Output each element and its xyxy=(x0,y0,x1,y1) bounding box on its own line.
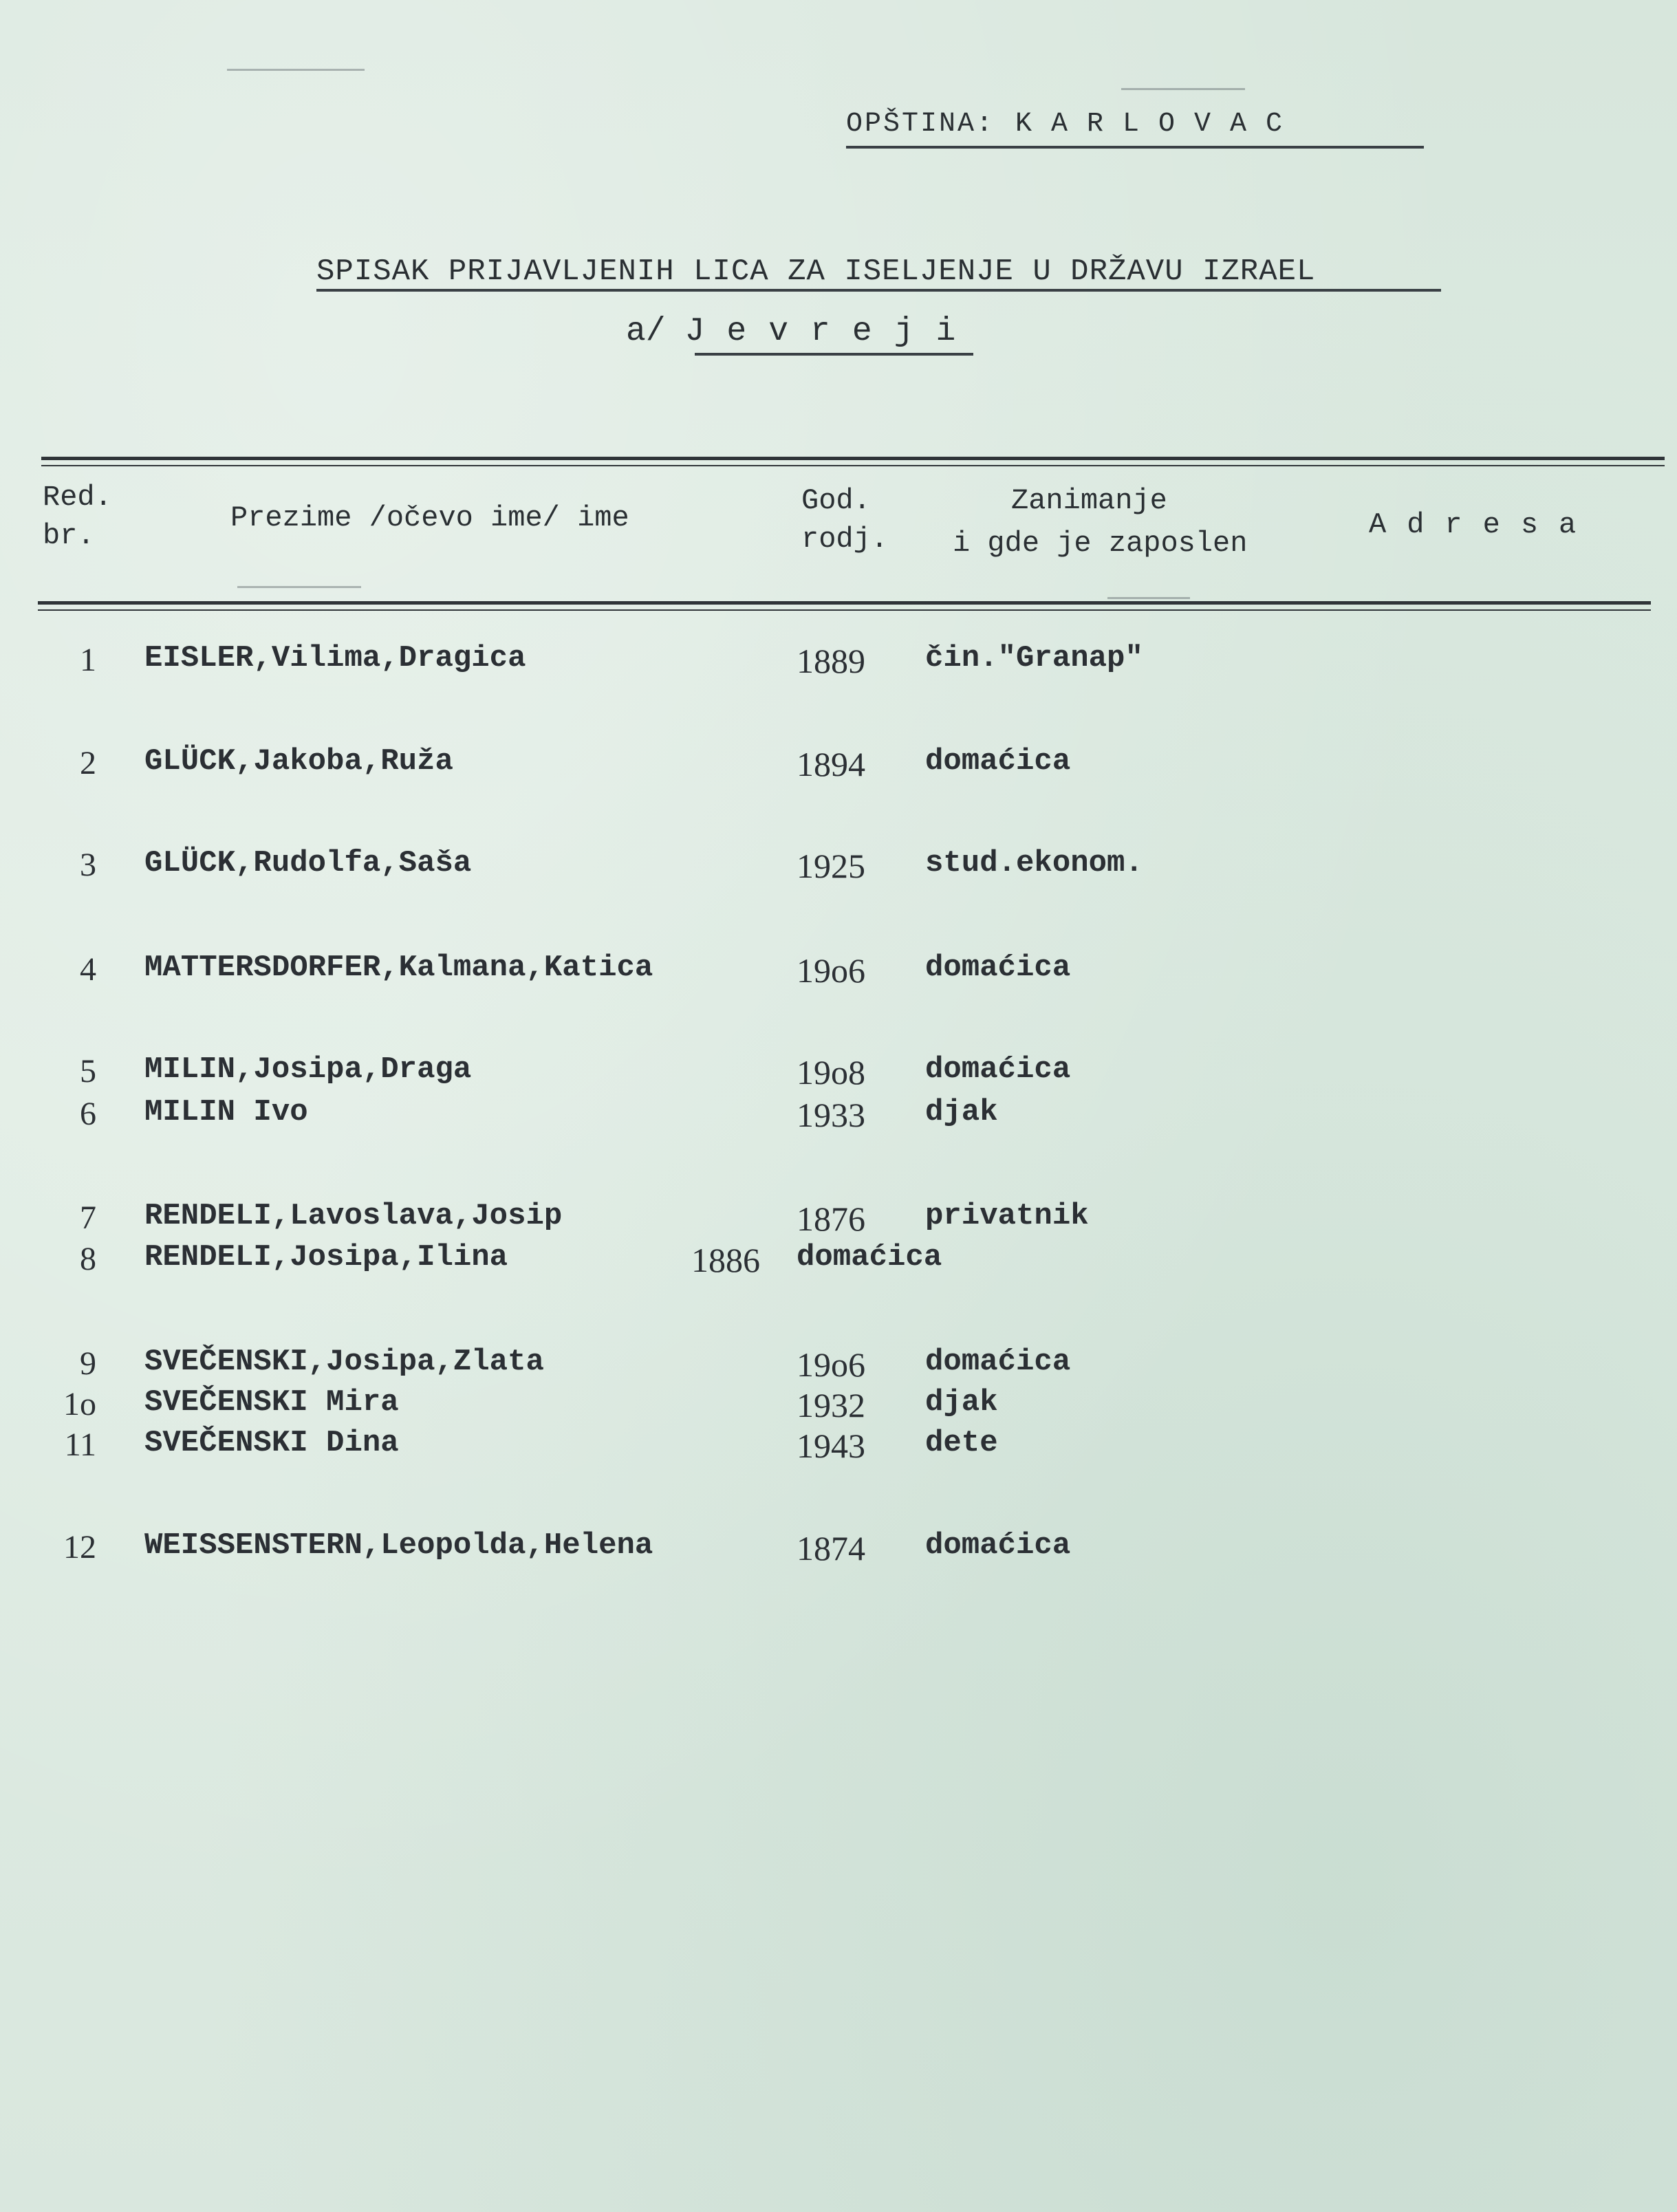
table-header-bottom-rule-thin xyxy=(38,609,1651,611)
row-occupation: stud.ekonom. xyxy=(925,846,1143,880)
row-name: RENDELI,Lavoslava,Josip xyxy=(144,1199,563,1233)
row-number: 7 xyxy=(80,1200,96,1236)
row-number: 1o xyxy=(63,1386,96,1422)
table-row xyxy=(0,1528,1677,1570)
row-name: RENDELI,Josipa,Ilina xyxy=(144,1240,508,1275)
column-header-occupation-line2: i gde je zaposlen xyxy=(953,527,1248,560)
row-occupation: domaćica xyxy=(797,1240,942,1275)
row-birth-year: 1925 xyxy=(797,847,865,885)
row-occupation: privatnik xyxy=(925,1199,1089,1233)
row-birth-year: 1886 xyxy=(691,1241,760,1279)
table-row xyxy=(0,846,1677,887)
row-number: 3 xyxy=(80,847,96,883)
table-row xyxy=(0,1240,1677,1281)
municipality-heading xyxy=(846,109,1424,140)
row-occupation: djak xyxy=(925,1385,998,1420)
column-header-surname: Prezime /očevo ime/ ime xyxy=(230,501,629,534)
row-occupation: domaćica xyxy=(925,1528,1071,1563)
column-header-occupation-line1: Zanimanje xyxy=(1011,484,1167,517)
document-subtitle xyxy=(626,313,984,350)
row-name: MILIN,Josipa,Draga xyxy=(144,1052,472,1087)
row-number: 6 xyxy=(80,1096,96,1132)
row-occupation: domaćica xyxy=(925,744,1071,779)
table-row xyxy=(0,951,1677,992)
table-row xyxy=(0,641,1677,682)
column-header-address: Adresa xyxy=(1369,508,1597,541)
smudge-mark xyxy=(227,69,365,71)
row-occupation: djak xyxy=(925,1095,998,1129)
row-name: MATTERSDORFER,Kalmana,Katica xyxy=(144,951,653,985)
row-name: SVEČENSKI Mira xyxy=(144,1385,399,1420)
column-header-year xyxy=(801,481,888,559)
municipality-underline xyxy=(846,146,1424,149)
table-row xyxy=(0,1052,1677,1094)
row-birth-year: 19o6 xyxy=(797,1345,865,1384)
row-number: 9 xyxy=(80,1345,96,1382)
column-header-number-line1: Red. xyxy=(43,481,112,514)
row-number: 1 xyxy=(80,642,96,678)
row-name: GLÜCK,Jakoba,Ruža xyxy=(144,744,453,779)
row-name: SVEČENSKI,Josipa,Zlata xyxy=(144,1345,544,1379)
column-header-year-line1: God. xyxy=(801,484,871,517)
table-top-rule xyxy=(41,457,1665,460)
row-occupation: domaćica xyxy=(925,1052,1071,1087)
subtitle-underline xyxy=(695,353,973,356)
document-title: SPISAK PRIJAVLJENIH LICA ZA ISELJENJE U DRŽAVU IZRAEL xyxy=(316,254,1316,289)
row-number: 11 xyxy=(64,1427,96,1463)
row-number: 12 xyxy=(63,1529,96,1565)
smudge-mark xyxy=(1121,88,1245,90)
row-number: 5 xyxy=(80,1053,96,1089)
column-header-year-line2: rodj. xyxy=(801,523,889,556)
row-birth-year: 1889 xyxy=(797,642,865,680)
row-birth-year: 1932 xyxy=(797,1386,865,1424)
table-top-rule-thin xyxy=(41,465,1665,466)
row-occupation: dete xyxy=(925,1426,998,1460)
smudge-mark xyxy=(1107,597,1190,599)
row-name: WEISSENSTERN,Leopolda,Helena xyxy=(144,1528,653,1563)
row-birth-year: 1894 xyxy=(797,745,865,783)
row-name: GLÜCK,Rudolfa,Saša xyxy=(144,846,472,880)
table-row xyxy=(0,744,1677,785)
table-row xyxy=(0,1199,1677,1240)
smudge-mark xyxy=(237,586,361,588)
row-birth-year: 1876 xyxy=(797,1200,865,1238)
table-row xyxy=(0,1385,1677,1427)
table-header-bottom-rule xyxy=(38,601,1651,605)
subtitle-text: Jevreji xyxy=(684,313,978,350)
row-birth-year: 1933 xyxy=(797,1096,865,1134)
row-number: 8 xyxy=(80,1241,96,1277)
title-underline xyxy=(316,289,1441,292)
row-birth-year: 19o8 xyxy=(797,1053,865,1092)
row-occupation: domaćica xyxy=(925,1345,1071,1379)
row-birth-year: 1943 xyxy=(797,1427,865,1465)
subtitle-prefix: a/ xyxy=(626,313,666,350)
municipality-name: KARLOVAC xyxy=(1015,109,1302,140)
row-birth-year: 19o6 xyxy=(797,951,865,990)
table-row xyxy=(0,1345,1677,1386)
row-birth-year: 1874 xyxy=(797,1529,865,1568)
row-name: EISLER,Vilima,Dragica xyxy=(144,641,526,675)
row-occupation: čin."Granap" xyxy=(925,641,1143,675)
row-name: SVEČENSKI Dina xyxy=(144,1426,399,1460)
row-number: 4 xyxy=(80,951,96,988)
municipality-label: OPŠTINA: xyxy=(846,109,995,140)
table-row xyxy=(0,1426,1677,1467)
row-occupation: domaćica xyxy=(925,951,1071,985)
column-header-number xyxy=(43,478,112,555)
row-name: MILIN Ivo xyxy=(144,1095,308,1129)
column-header-number-line2: br. xyxy=(43,519,95,552)
table-row xyxy=(0,1095,1677,1136)
row-number: 2 xyxy=(80,745,96,781)
